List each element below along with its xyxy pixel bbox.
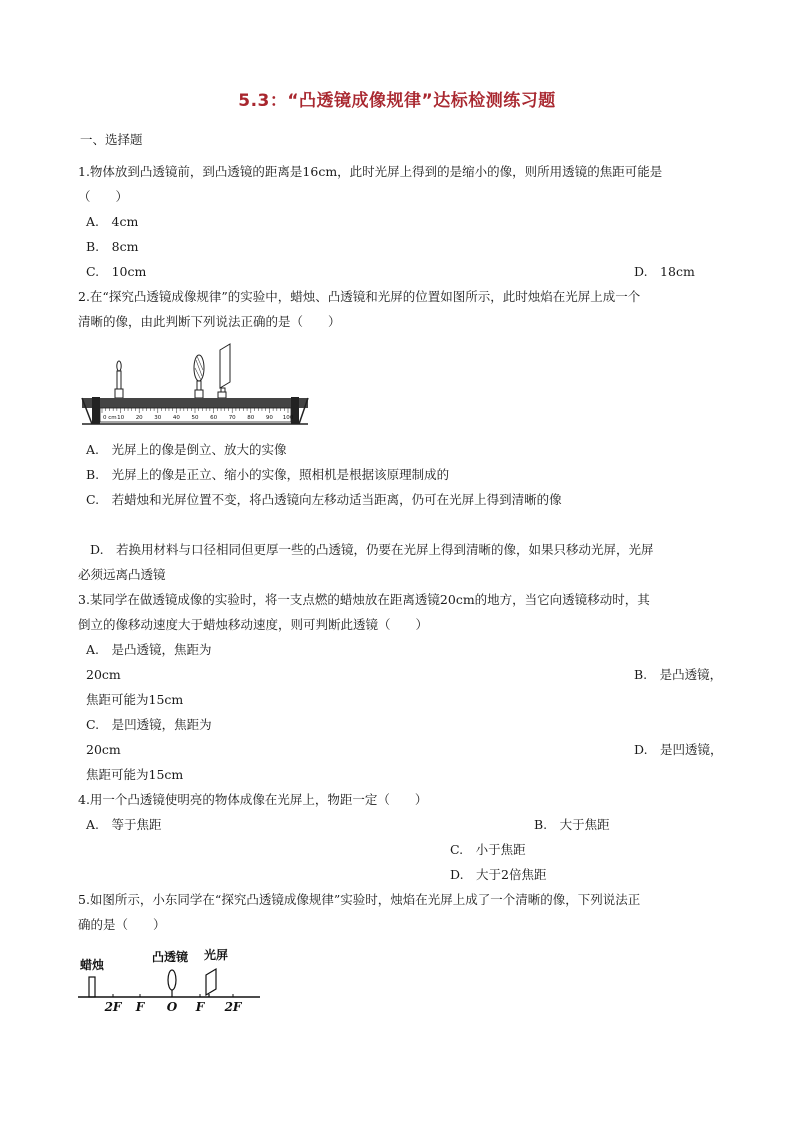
ruler-label: 80 [247, 415, 255, 421]
q3-option-d-line1: D. 是凹透镜， [634, 742, 723, 757]
convex-lens-icon [194, 355, 204, 398]
light-screen-icon [218, 344, 230, 398]
candle-icon [115, 361, 123, 398]
q2-stem-line1: 2.在“探究凸透镜成像规律”的实验中，蜡烛、凸透镜和光屏的位置如图所示，此时烛焰在光屏上成一个 [78, 289, 641, 304]
ruler-label: 60 [210, 415, 218, 421]
q2-option-c: C. 若蜡烛和光屏位置不变，将凸透镜向左移动适当距离，仍可在光屏上得到清晰的像 [86, 492, 562, 507]
convex-lens-icon [168, 970, 176, 997]
q4-option-a: A. 等于焦距 [86, 817, 162, 832]
label-screen: 光屏 [204, 948, 229, 962]
label-candle: 蜡烛 [80, 958, 105, 972]
ruler-label: 30 [154, 415, 162, 421]
ruler-label: 90 [265, 415, 273, 421]
optical-bench-figure [80, 338, 310, 428]
q3-option-a-line2: 20cm [86, 667, 121, 682]
q3-stem-line1: 3.某同学在做透镜成像的实验时，将一支点燃的蜡烛放在距离透镜20cm的地方，当它向透镜移动时，其 [78, 592, 650, 607]
q3-stem-line2: 倒立的像移动速度大于蜡烛移动速度，则可判断此透镜（ ） [78, 617, 429, 632]
q4-option-d: D. 大于2倍焦距 [450, 867, 547, 882]
q1-option-d: D. 18cm [634, 264, 695, 279]
q2-option-a: A. 光屏上的像是倒立、放大的实像 [86, 442, 287, 457]
section-heading: 一、选择题 [80, 132, 143, 147]
label-lens: 凸透镜 [152, 950, 189, 964]
q1-option-a: A. 4cm [86, 214, 139, 229]
q4-option-b: B. 大于焦距 [534, 817, 610, 832]
q1-option-b: B. 8cm [86, 239, 139, 254]
q4-stem: 4.用一个凸透镜使明亮的物体成像在光屏上，物距一定（ ） [78, 792, 428, 807]
light-screen-icon [206, 969, 216, 997]
lens-axis-figure [78, 945, 268, 1020]
q2-option-d-line1: D. 若换用材料与口径相同但更厚一些的凸透镜，仍要在光屏上得到清晰的像，如果只移动光屏，光屏 [90, 542, 654, 557]
q2-option-d-line2: 必须远离凸透镜 [78, 567, 166, 582]
q2-stem-line2: 清晰的像，由此判断下列说法正确的是（ ） [78, 314, 341, 329]
ruler-label: 20 [135, 415, 143, 421]
candle-icon [89, 977, 95, 997]
q1-stem-line2: （ ） [78, 189, 129, 204]
axis-label: 2F [104, 1000, 122, 1014]
ruler-label: 70 [228, 415, 236, 421]
axis-label: 2F [224, 1000, 242, 1014]
ruler-label: 50 [191, 415, 199, 421]
q3-option-c-line1: C. 是凹透镜，焦距为 [86, 717, 212, 732]
ruler-label: 100 [282, 415, 294, 421]
axis-label: F [195, 1000, 205, 1014]
axis-label: F [135, 1000, 145, 1014]
ruler-label: 10 [117, 415, 125, 421]
q5-stem-line2: 确的是（ ） [78, 917, 166, 932]
q3-option-b-line2: 焦距可能为15cm [86, 692, 184, 707]
page-title: 5.3：“凸透镜成像规律”达标检测练习题 [238, 91, 556, 111]
q5-stem-line1: 5.如图所示，小东同学在“探究凸透镜成像规律”实验时，烛焰在光屏上成了一个清晰的像，下列说法正 [78, 892, 641, 907]
q3-option-c-line2: 20cm [86, 742, 121, 757]
axis-label: O [166, 1000, 178, 1014]
ruler-label: 0 cm [103, 415, 117, 421]
q3-option-d-line2: 焦距可能为15cm [86, 767, 184, 782]
q3-option-b-line1: B. 是凸透镜， [634, 667, 723, 682]
q2-option-b: B. 光屏上的像是正立、缩小的实像，照相机是根据该原理制成的 [86, 467, 450, 482]
ruler-label: 40 [172, 415, 180, 421]
q3-option-a-line1: A. 是凸透镜，焦距为 [86, 642, 212, 657]
q1-stem-line1: 1.物体放到凸透镜前，到凸透镜的距离是16cm，此时光屏上得到的是缩小的像，则所用透镜的焦距可能是 [78, 164, 663, 179]
q1-option-c: C. 10cm [86, 264, 147, 279]
q4-option-c: C. 小于焦距 [450, 842, 526, 857]
